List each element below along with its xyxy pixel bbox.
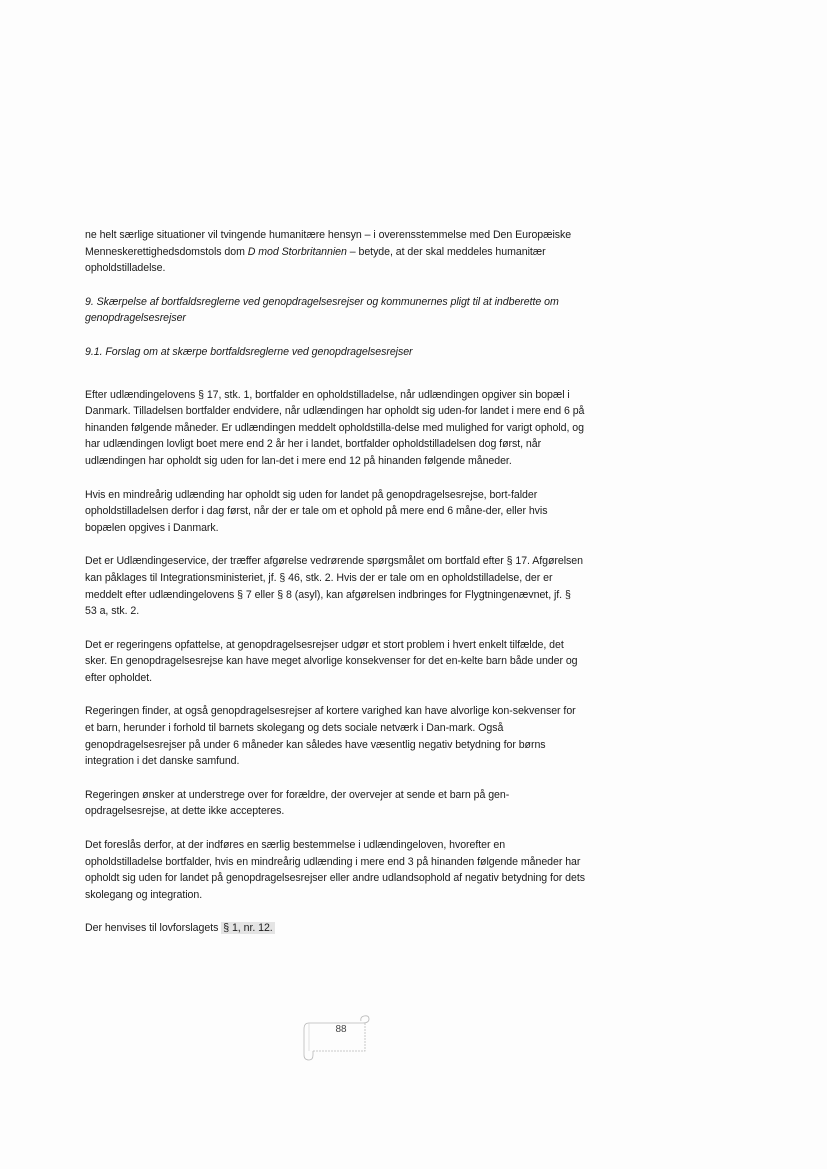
paragraph-authority: Det er Udlændingeservice, der træffer afgørelse vedrørende spørgsmålet om bortfald efter § 17. Afgørelsen kan påklages til Integrationsministeriet, jf. § 46, stk. 2. Hvis der er tale om en opholdstilladelse, der er meddelt efter udlændingelovens § 7 eller § 8 (asyl), kan afgørelsen indbringes for Flygtningenævnet, jf. § 53 a, stk. 2. [85,555,583,618]
paragraph-text: – betyde, at der skal meddeles humanitær opholdstilladelse. [85,245,546,275]
paragraph-text: ne helt særlige situationer vil tvingende humanitære hensyn – i overensstemmelse med Den Europæiske Menneskerettighedsdomstols dom [85,229,572,258]
case-reference: D mod Storbritannien [247,245,347,258]
paragraph-text: Der henvises til lovforslagets [85,922,222,935]
paragraph-humanitarian [85,227,585,277]
paragraph-government-view: Det er regeringens opfattelse, at genopdragelsesrejser udgør et stort problem i hvert enkelt tilfælde, det sker. En genopdragelsesrejse kan have meget alvorlige konsekvenser for det en-kelte barn både under og efter opholdet. [85,638,578,684]
paragraph-parents: Regeringen ønsker at understrege over for forældre, der overvejer at sende et barn på gen-opdragelsesrejse, at dette ikke accepteres. [85,788,510,818]
document-body [85,227,585,954]
section-heading-9: 9. Skærpelse af bortfaldsreglerne ved genopdragelsesrejser og kommunernes pligt til at indberette om genopdragelsesrejser [85,295,559,325]
page-number: 88 [335,1024,347,1035]
scroll-frame-icon [303,1015,379,1061]
section-heading-9-1: 9.1. Forslag om at skærpe bortfaldsreglerne ved genopdragelsesrejser [85,345,413,358]
law-reference-link[interactable]: § 1, nr. 12. [223,922,273,935]
paragraph-current-rules: Efter udlændingelovens § 17, stk. 1, bortfalder en opholdstilladelse, når udlændingen opgiver sin bopæl i Danmark. Tilladelsen bortfalder endvidere, når udlændingen har opholdt sig uden-for landet i mere end 6 på hinanden følgende måneder. Er udlændingen meddelt opholdstilla-delse med mulighed for varigt ophold, og har udlændingen lovligt boet mere end 2 år her i landet, bortfalder opholdstilladelsen dog først, når udlændingen har opholdt sig uden for lan-det i mere end 12 på hinanden følgende måneder. [85,388,585,467]
page-number-scroll [303,1015,365,1051]
paragraph-proposal: Det foreslås derfor, at der indføres en særlig bestemmelse i udlændingeloven, hvorefter en opholdstilladelse bortfalder, hvis en mindreårig udlænding i mere end 3 på hinanden følgende måneder har opholdt sig uden for landet på genopdragelsesrejser eller andre udlandsophold af negativ betydning for dets skolegang og integration. [85,839,585,901]
paragraph-reference [85,920,585,937]
paragraph-minor-abroad: Hvis en mindreårig udlænding har opholdt sig uden for landet på genopdragelsesrejse, bort-falder opholdstilladelsen derfor i dag først, når der er tale om et ophold på mere end 6 måne-der, eller hvis bopælen opgives i Danmark. [85,488,548,534]
paragraph-shorter-trips: Regeringen finder, at også genopdragelsesrejser af kortere varighed kan have alvorlige kon-sekvenser for et barn, herunder i forhold til barnets skolegang og dets sociale netværk i Dan-mark. Også genopdragelsesrejser på under 6 måneder kan således have væsentlig negativ betydning for børns integration i det danske samfund. [85,705,576,768]
